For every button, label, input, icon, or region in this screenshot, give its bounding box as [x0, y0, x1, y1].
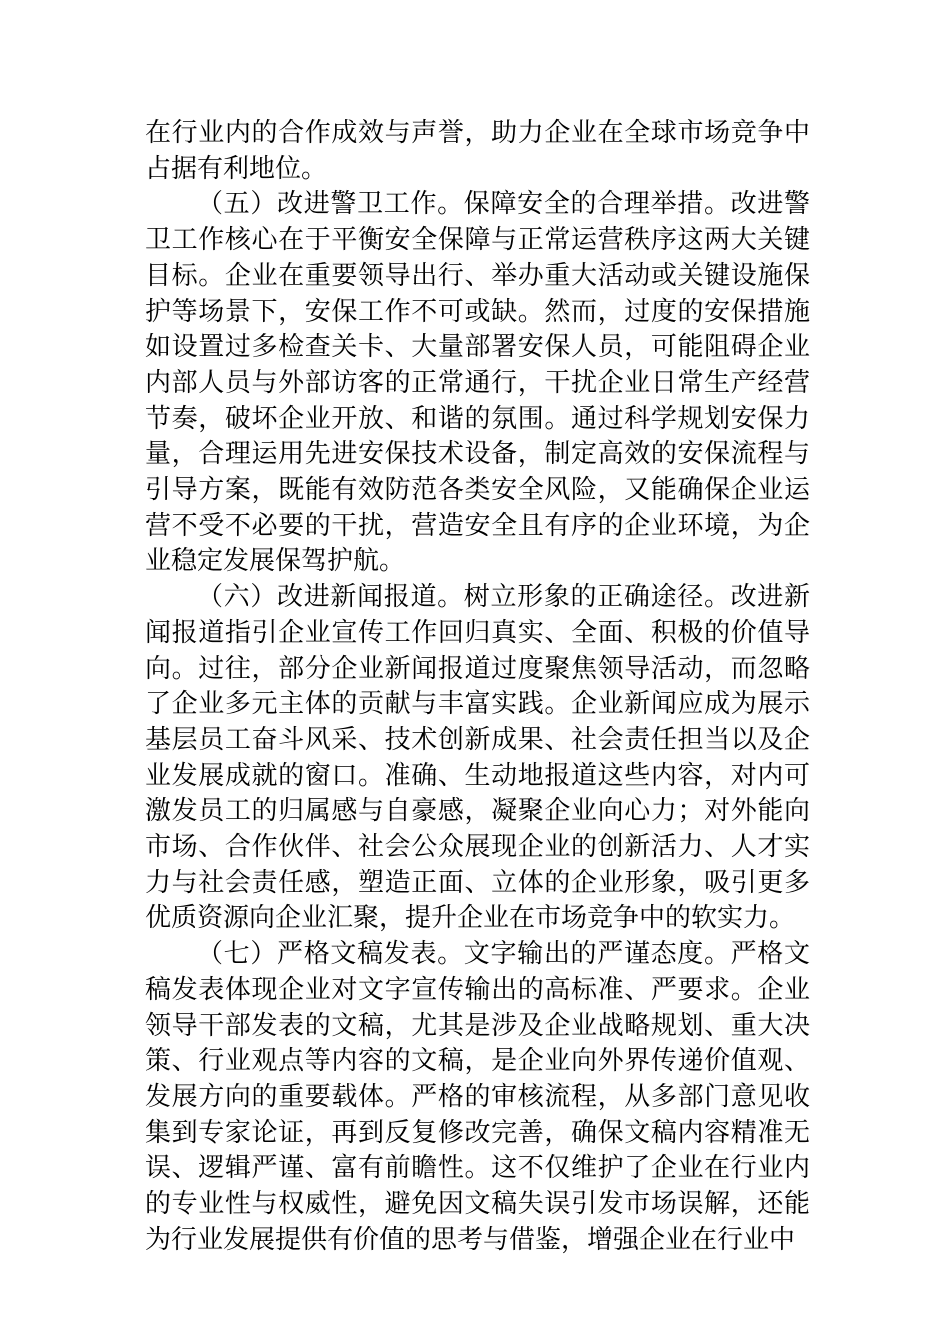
paragraph-section-5-security: （五）改进警卫工作。保障安全的合理举措。改进警卫工作核心在于平衡安全保障与正常运营秩序这两大关键目标。企业在重要领导出行、举办重大活动或关键设施保护等场景下，安保工作不可或缺。然而，过度的安保措施如设置过多检查关卡、大量部署安保人员，可能阻碍企业内部人员与外部访客的正常通行，干扰企业日常生产经营节奏，破坏企业开放、和谐的氛围。通过科学规划安保力量，合理运用先进安保技术设备，制定高效的安保流程与引导方案，既能有效防范各类安全风险，又能确保企业运营不受不必要的干扰，营造安全且有序的企业环境，为企业稳定发展保驾护航。 — [145, 189, 810, 577]
paragraph-continuation: 在行业内的合作成效与声誉，助力企业在全球市场竞争中占据有利地位。 — [145, 118, 810, 184]
document-body — [145, 116, 810, 1259]
paragraph-section-6-news: （六）改进新闻报道。树立形象的正确途径。改进新闻报道指引企业宣传工作回归真实、全面、积极的价值导向。过往，部分企业新闻报道过度聚焦领导活动，而忽略了企业多元主体的贡献与丰富实践。企业新闻应成为展示基层员工奋斗风采、技术创新成果、社会责任担当以及企业发展成就的窗口。准确、生动地报道这些内容，对内可激发员工的归属感与自豪感，凝聚企业向心力；对外能向市场、合作伙伴、社会公众展现企业的创新活力、人才实力与社会责任感，塑造正面、立体的企业形象，吸引更多优质资源向企业汇聚，提升企业在市场竞争中的软实力。 — [145, 582, 810, 934]
paragraph-section-7-manuscripts: （七）严格文稿发表。文字输出的严谨态度。严格文稿发表体现企业对文字宣传输出的高标准、严要求。企业领导干部发表的文稿，尤其是涉及企业战略规划、重大决策、行业观点等内容的文稿，是企业向外界传递价值观、发展方向的重要载体。严格的审核流程，从多部门意见收集到专家论证，再到反复修改完善，确保文稿内容精准无误、逻辑严谨、富有前瞻性。这不仅维护了企业在行业内的专业性与权威性，避免因文稿失误引发市场误解，还能为行业发展提供有价值的思考与借鉴，增强企业在行业中 — [145, 939, 810, 1255]
